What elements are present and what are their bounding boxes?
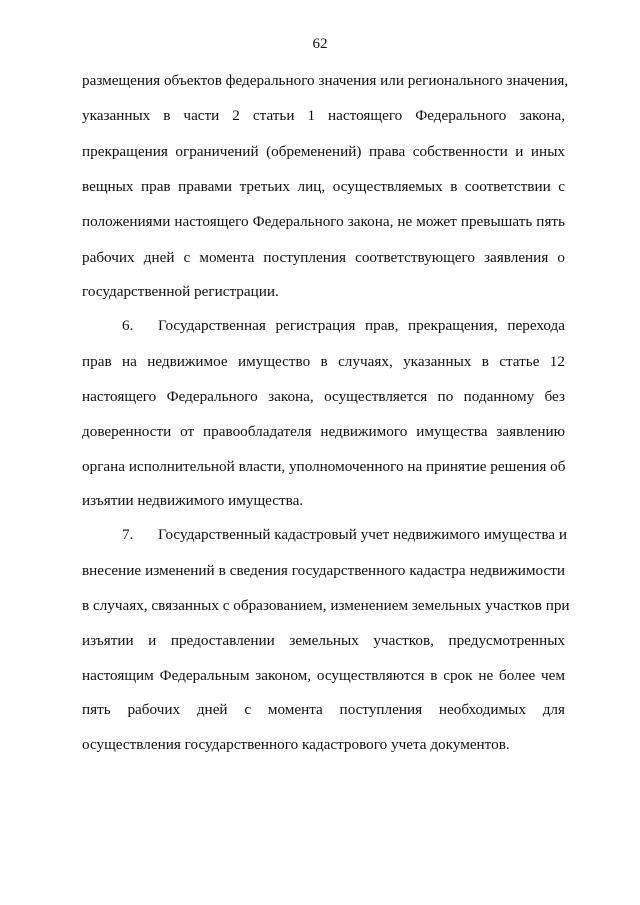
text-line: государственной регистрации. [82, 283, 279, 300]
text-line: прекращения ограничений (обременений) права собственности и иных [82, 143, 565, 160]
text-line: положениями настоящего Федерального закона, не может превышать пять [82, 213, 565, 230]
item-7-first-line-text: Государственный кадастровый учет недвижимого имущества и [158, 526, 567, 543]
text-line: прав на недвижимое имущество в случаях, указанных в статье 12 [82, 353, 565, 370]
text-line: настоящим Федеральным законом, осуществляются в срок не более чем [82, 667, 565, 684]
item-6-number: 6. [122, 317, 134, 334]
text-line: вещных прав правами третьих лиц, осуществляемых в соответствии с [82, 178, 565, 195]
text-line: в случаях, связанных с образованием, изменением земельных участков при [82, 597, 570, 614]
text-line: органа исполнительной власти, уполномоченного на принятие решения об [82, 458, 566, 475]
text-line: доверенности от правообладателя недвижимого имущества заявлению [82, 423, 565, 440]
item-6-first-line [122, 317, 565, 335]
text-line: настоящего Федерального закона, осуществляется по поданному без [82, 388, 565, 405]
page-number: 62 [312, 36, 328, 52]
text-line: внесение изменений в сведения государственного кадастра недвижимости [82, 562, 565, 579]
item-7-number: 7. [122, 526, 134, 543]
text-line: указанных в части 2 статьи 1 настоящего Федерального закона, [82, 107, 565, 124]
text-line: осуществления государственного кадастрового учета документов. [82, 736, 510, 753]
text-line: изъятии недвижимого имущества. [82, 492, 304, 509]
item-6-first-line-text: Государственная регистрация прав, прекращения, перехода [158, 317, 565, 334]
text-line: изъятии и предоставлении земельных участков, предусмотренных [82, 632, 565, 649]
item-7-first-line [122, 526, 565, 544]
text-line: рабочих дней с момента поступления соответствующего заявления о [82, 249, 565, 266]
text-line: размещения объектов федерального значения или регионального значения, [82, 72, 569, 89]
text-line: пять рабочих дней с момента поступления необходимых для [82, 701, 565, 718]
